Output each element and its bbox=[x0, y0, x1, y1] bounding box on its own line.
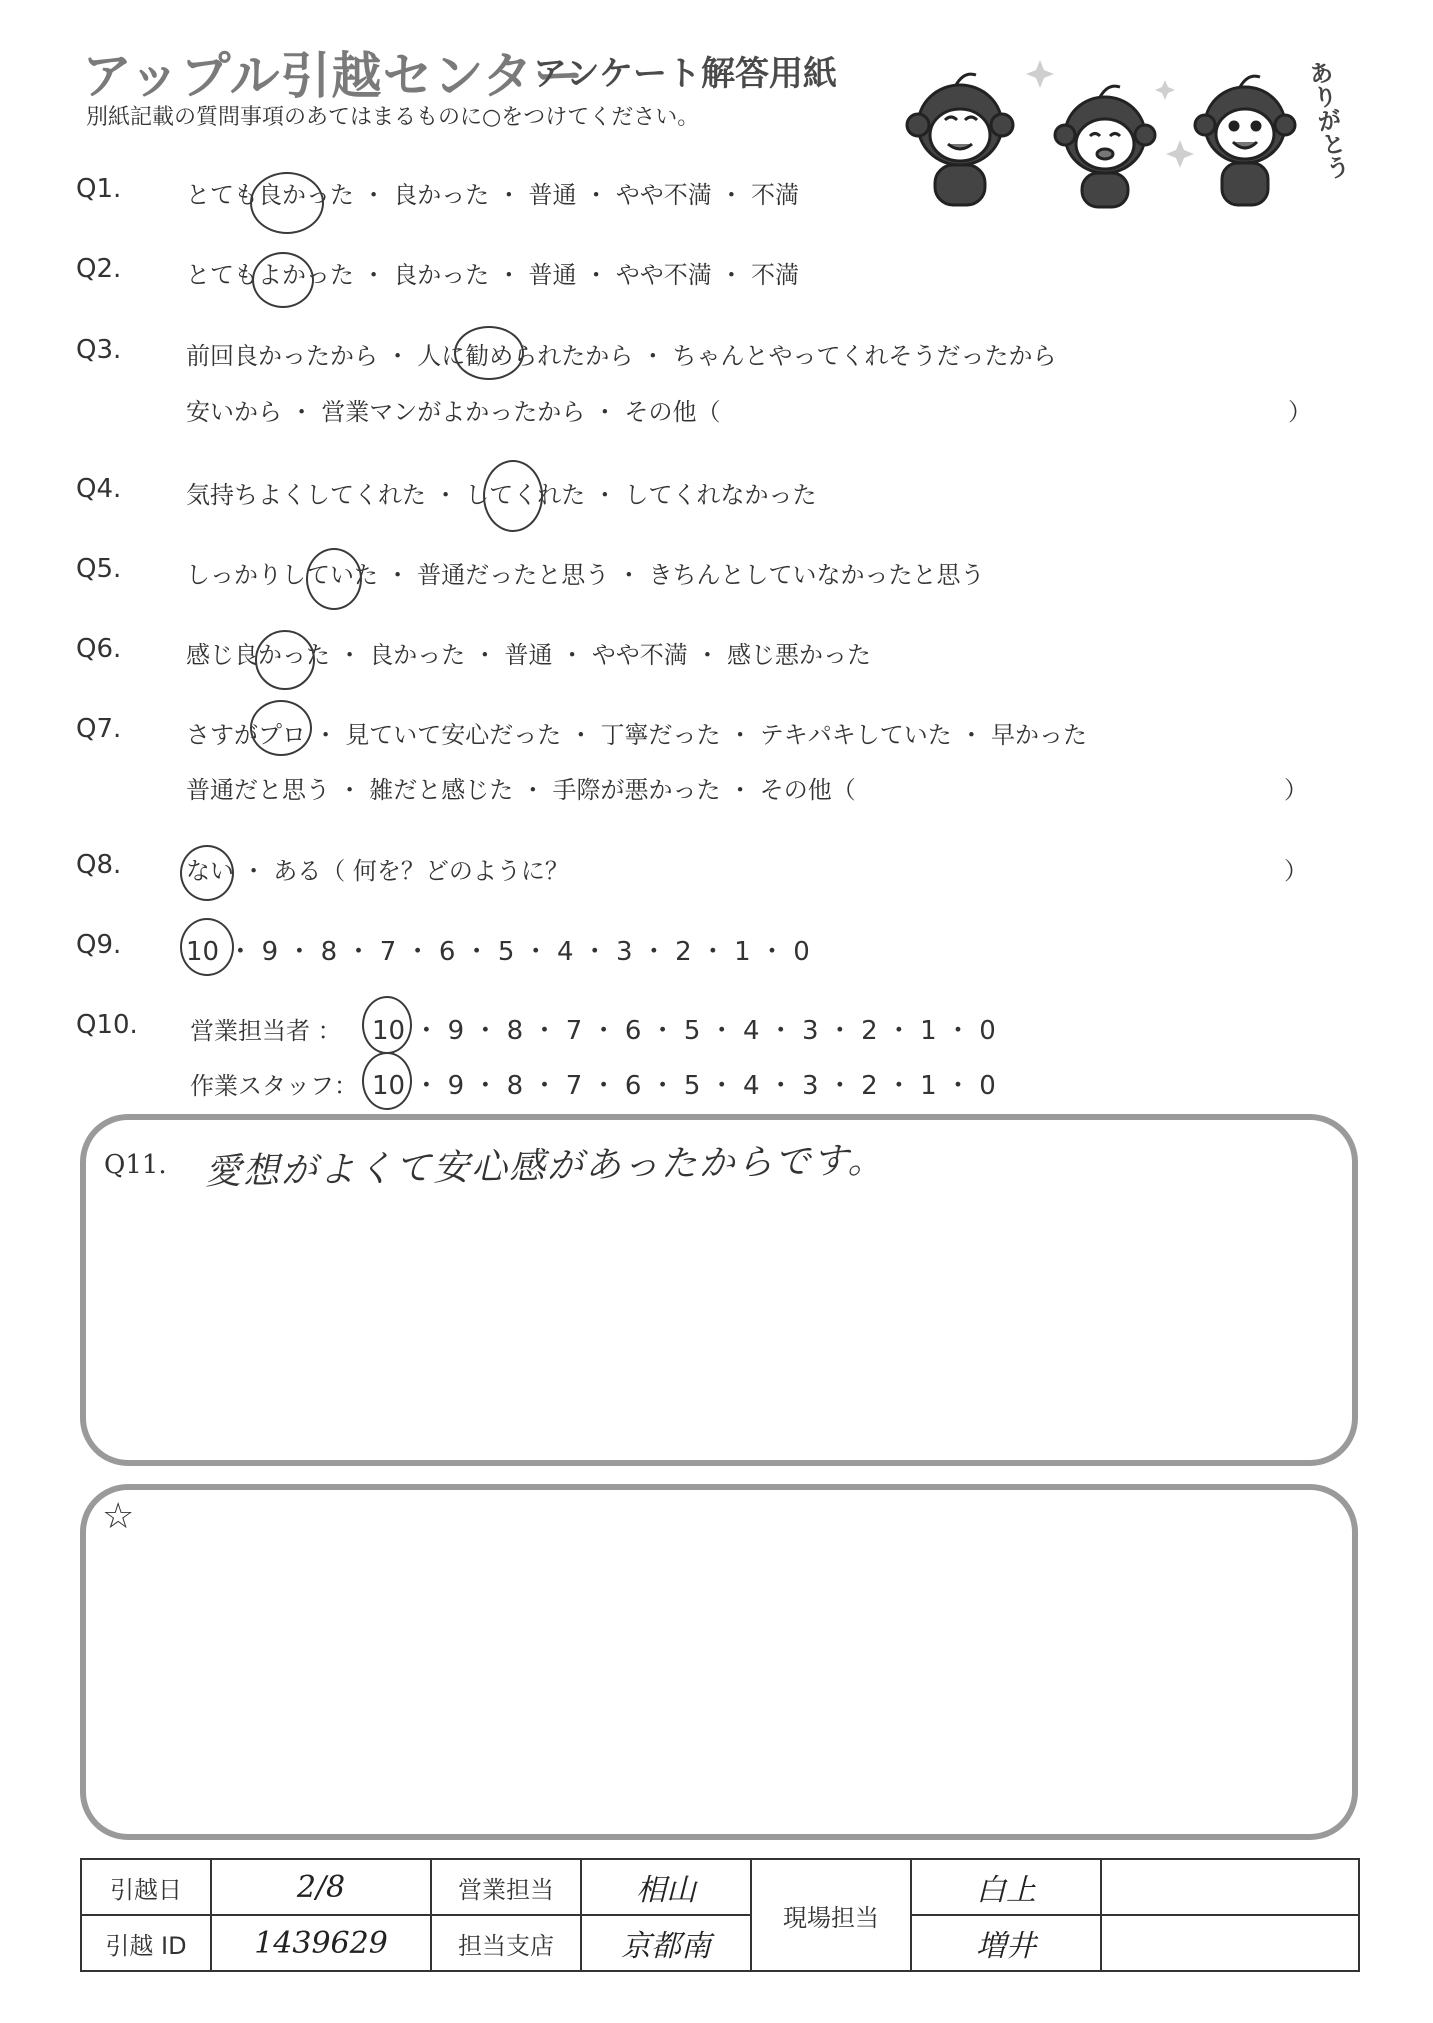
company-name: アップル引越センター bbox=[82, 47, 585, 105]
q3-paren-close: ） bbox=[1288, 398, 1312, 426]
form-title: アンケート解答用紙 bbox=[533, 54, 837, 94]
q7-paren-close: ） bbox=[1284, 776, 1308, 804]
q4-label: Q4. bbox=[76, 474, 122, 504]
site-staff-2: 増井 bbox=[911, 1915, 1101, 1971]
q3-options-line1[interactable]: 前回良かったから ・ 人に勧められたから ・ ちゃんとやってくれそうだったから bbox=[186, 342, 1057, 370]
q8-answer-circle bbox=[180, 845, 234, 901]
q1-label: Q1. bbox=[76, 174, 122, 204]
q4-answer-circle bbox=[483, 460, 543, 532]
q6-label: Q6. bbox=[76, 634, 122, 664]
q4-options[interactable]: 気持ちよくしてくれた ・ してくれた ・ してくれなかった bbox=[186, 481, 817, 509]
q7-options-line2[interactable]: 普通だと思う ・ 雑だと感じた ・ 手際が悪かった ・ その他（ bbox=[186, 776, 856, 804]
q7-options-line1[interactable]: さすがプロ ・ 見ていて安心だった ・ 丁寧だった ・ テキパキしていた ・ 早かった bbox=[186, 721, 1088, 749]
q1-options[interactable]: とても良かった ・ 良かった ・ 普通 ・ やや不満 ・ 不満 bbox=[186, 181, 800, 209]
site-staff-1: 白上 bbox=[911, 1859, 1101, 1915]
star-icon: ☆ bbox=[102, 1496, 135, 1537]
q11-handwritten-answer: 愛想がよくて安心感があったからです。 bbox=[204, 1140, 886, 1193]
q2-answer-circle bbox=[252, 252, 314, 308]
empty-cell-2 bbox=[1101, 1915, 1359, 1971]
q9-answer-circle bbox=[180, 918, 234, 976]
sales-rep-value: 相山 bbox=[581, 1859, 751, 1915]
move-date-value: 2/8 bbox=[211, 1859, 431, 1915]
star-comment-box[interactable] bbox=[80, 1484, 1358, 1840]
q3-options-line2[interactable]: 安いから ・ 営業マンがよかったから ・ その他（ bbox=[186, 398, 721, 426]
instruction-text: 別紙記載の質問事項のあてはまるものに○をつけてください。 bbox=[86, 105, 700, 130]
q2-options[interactable]: とてもよかった ・ 良かった ・ 普通 ・ やや不満 ・ 不満 bbox=[186, 261, 800, 289]
q5-options[interactable]: しっかりしていた ・ 普通だったと思う ・ きちんとしていなかったと思う bbox=[186, 561, 985, 589]
q7-label: Q7. bbox=[76, 714, 122, 744]
site-staff-label: 現場担当 bbox=[751, 1859, 911, 1971]
q8-label: Q8. bbox=[76, 850, 122, 880]
q7-answer-circle bbox=[250, 700, 312, 756]
q8-options[interactable]: ない ・ ある（ 何を？どのように？ bbox=[186, 857, 569, 885]
q10-label: Q10. bbox=[76, 1010, 138, 1040]
q6-answer-circle bbox=[255, 630, 315, 690]
q5-label: Q5. bbox=[76, 554, 122, 584]
move-date-label: 引越日 bbox=[81, 1859, 211, 1915]
sales-rep-label: 営業担当 bbox=[431, 1859, 581, 1915]
q10-staff-label: 作業スタッフ： bbox=[190, 1072, 358, 1100]
q10-staff-answer-circle bbox=[362, 1052, 412, 1110]
q6-options[interactable]: 感じ良かった ・ 良かった ・ 普通 ・ やや不満 ・ 感じ悪かった bbox=[186, 641, 872, 669]
q9-label: Q9. bbox=[76, 930, 122, 960]
q10-sales-scale[interactable]: 10 ・ 9 ・ 8 ・ 7 ・ 6 ・ 5 ・ 4 ・ 3 ・ 2 ・ 1 ・ 0 bbox=[372, 1016, 996, 1046]
empty-cell-1 bbox=[1101, 1859, 1359, 1915]
q3-label: Q3. bbox=[76, 335, 122, 365]
q10-sales-label: 営業担当者 ： bbox=[190, 1017, 342, 1045]
mascot-caption: ありがとう bbox=[1302, 58, 1352, 182]
q8-paren-close: ） bbox=[1284, 857, 1308, 885]
q3-answer-circle bbox=[454, 326, 524, 380]
q1-answer-circle bbox=[250, 172, 324, 234]
q10-sales-answer-circle bbox=[362, 996, 412, 1054]
move-id-value: 1439629 bbox=[211, 1915, 431, 1971]
move-id-label: 引越 ID bbox=[81, 1915, 211, 1971]
q2-label: Q2. bbox=[76, 254, 122, 284]
q11-label: Q11. bbox=[104, 1150, 167, 1180]
q9-scale[interactable]: 10 ・ 9 ・ 8 ・ 7 ・ 6 ・ 5 ・ 4 ・ 3 ・ 2 ・ 1 ・ 0 bbox=[186, 937, 810, 967]
branch-value: 京都南 bbox=[581, 1915, 751, 1971]
q10-staff-scale[interactable]: 10 ・ 9 ・ 8 ・ 7 ・ 6 ・ 5 ・ 4 ・ 3 ・ 2 ・ 1 ・ 0 bbox=[372, 1071, 996, 1101]
move-info-table bbox=[80, 1858, 1360, 1972]
monkey-mascots-illustration bbox=[890, 40, 1350, 220]
q5-answer-circle bbox=[306, 548, 362, 610]
branch-label: 担当支店 bbox=[431, 1915, 581, 1971]
